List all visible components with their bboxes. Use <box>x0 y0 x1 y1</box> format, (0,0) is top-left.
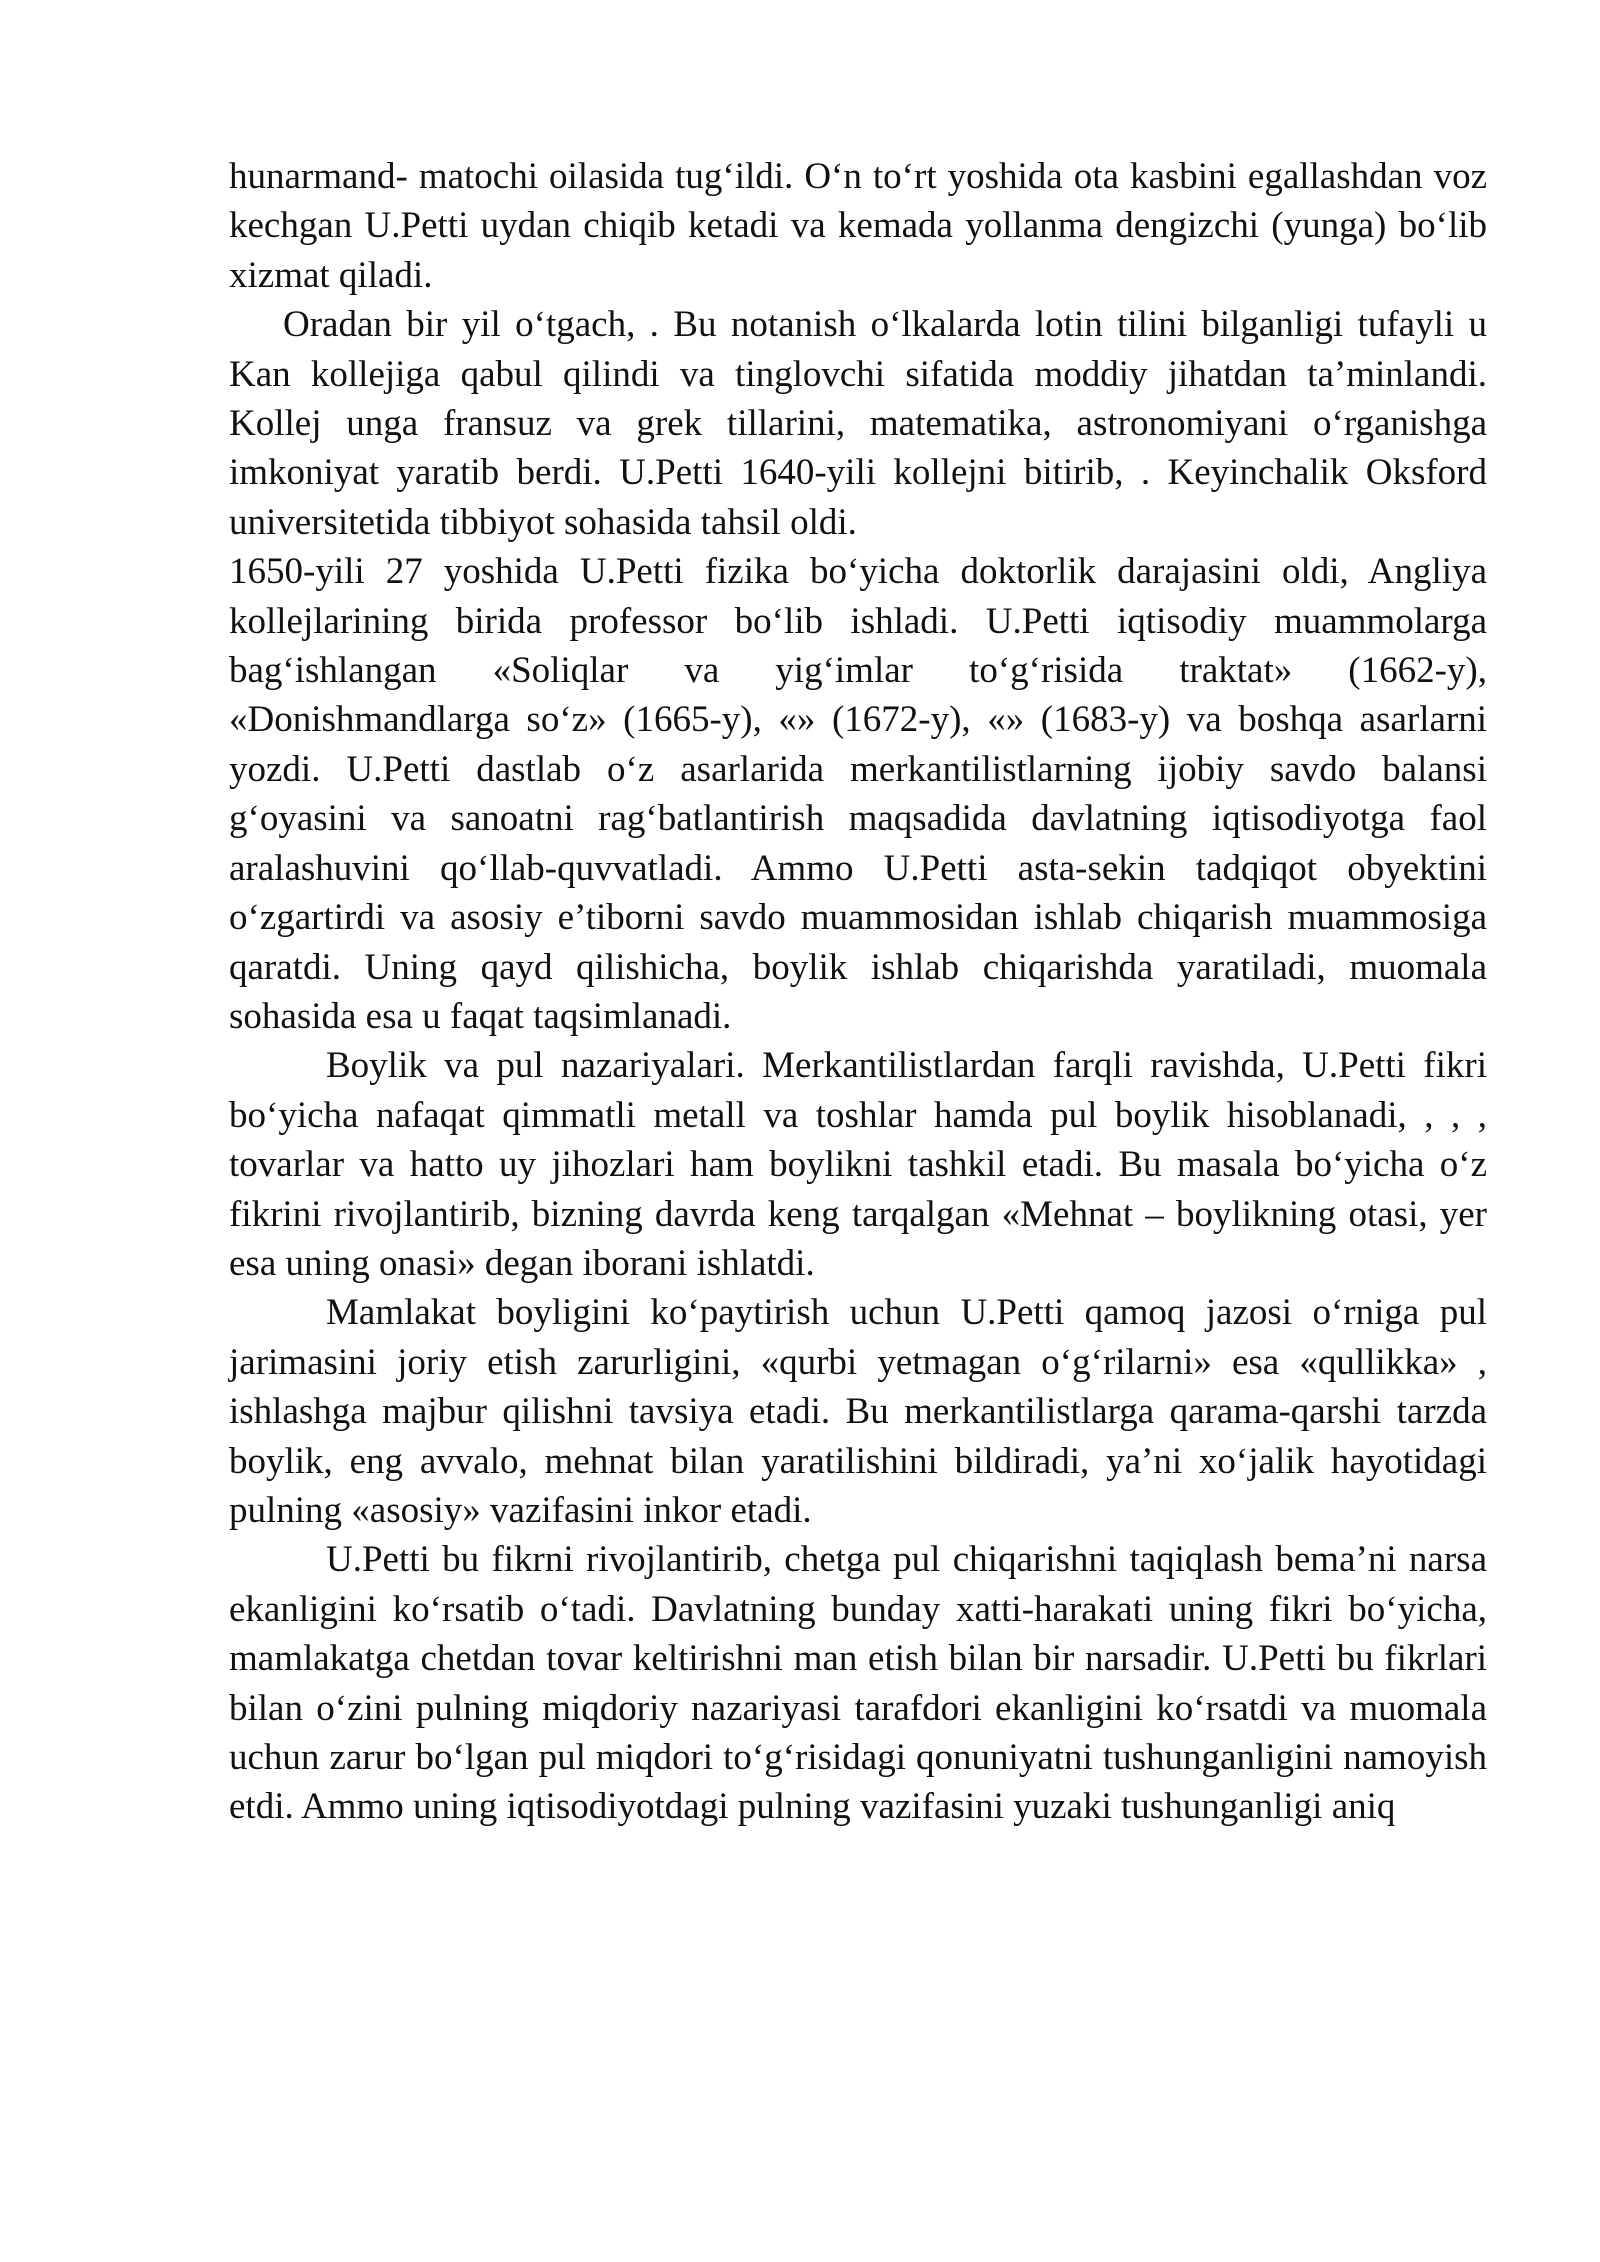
paragraph-6: U.Petti bu fikrni rivojlantirib, chetga pul chiqarishni taqiqlash bema’ni narsa ekanligini ko‘rsatib o‘tadi. Davlatning bunday xatti-harakati uning fikri bo‘yicha, mamlakatga chetdan tovar keltirishni man etish bilan bir narsadir. U.Petti bu fikrlari bilan o‘zini pulning miqdoriy nazariyasi tarafdori ekanligini ko‘rsatdi va muomala uchun zarur bo‘lgan pul miqdori to‘g‘risidagi qonuniyatni tushunganligini namoyish etdi. Ammo uning iqtisodiyotdagi pulning vazifasini yuzaki tushunganligi aniq <box>229 1539 1487 1828</box>
paragraph-1: hunarmand- matochi oilasida tug‘ildi. O‘n to‘rt yoshida ota kasbini egallashdan voz kechgan U.Petti uydan chiqib ketadi va kemada yollanma dengizchi (yunga) bo‘lib xizmat qiladi. <box>229 156 1487 296</box>
body-text <box>229 152 1487 1832</box>
paragraph-2: Oradan bir yil o‘tgach, . Bu notanish o‘lkalarda lotin tilini bilganligi tufayli u Kan kollejiga qabul qilindi va tinglovchi sifatida moddiy jihatdan ta’minlandi. Kollej unga fransuz va grek tillarini, matematika, astronomiyani o‘rganishga imkoniyat yaratib berdi. U.Petti 1640-yili kollejni bitirib, . Keyinchalik Oksford universitetida tibbiyot sohasida tahsil oldi. <box>229 304 1487 543</box>
paragraph-3: 1650-yili 27 yoshida U.Petti fizika bo‘yicha doktorlik darajasini oldi, Angliya kollejlarining birida professor bo‘lib ishladi. U.Petti iqtisodiy muammolarga bag‘ishlangan «Soliqlar va yig‘imlar to‘g‘risida traktat» (1662-y), «Donishmandlarga so‘z» (1665-y), «» (1672-y), «» (1683-y) va boshqa asarlarni yozdi. U.Petti dastlab o‘z asarlarida merkantilistlarning ijobiy savdo balansi g‘oyasini va sanoatni rag‘batlantirish maqsadida davlatning iqtisodiyotga faol aralashuvini qo‘llab-quvvatladi. Ammo U.Petti asta-sekin tadqiqot obyektini o‘zgartirdi va asosiy e’tiborni savdo muammosidan ishlab chiqarish muammosiga qaratdi. Uning qayd qilishicha, boylik ishlab chiqarishda yaratiladi, muomala sohasida esa u faqat taqsimlanadi. <box>229 551 1487 1037</box>
paragraph-5: Mamlakat boyligini ko‘paytirish uchun U.Petti qamoq jazosi o‘rniga pul jarimasini joriy etish zarurligini, «qurbi yetmagan o‘g‘rilarni» esa «qullikka» , ishlashga majbur qilishni tavsiya etadi. Bu merkantilistlarga qarama-qarshi tarzda boylik, eng avvalo, mehnat bilan yaratilishini bildiradi, ya’ni xo‘jalik hayotidagi pulning «asosiy» vazifasini inkor etadi. <box>229 1292 1487 1531</box>
paragraph-4: Boylik va pul nazariyalari. Merkantilistlardan farqli ravishda, U.Petti fikri bo‘yicha nafaqat qimmatli metall va toshlar hamda pul boylik hisoblanadi, , , , tovarlar va hatto uy jihozlari ham boylikni tashkil etadi. Bu masala bo‘yicha o‘z fikrini rivojlantirib, bizning davrda keng tarqalgan «Mehnat – boylikning otasi, yer esa uning onasi» degan iborani ishlatdi. <box>229 1045 1487 1284</box>
